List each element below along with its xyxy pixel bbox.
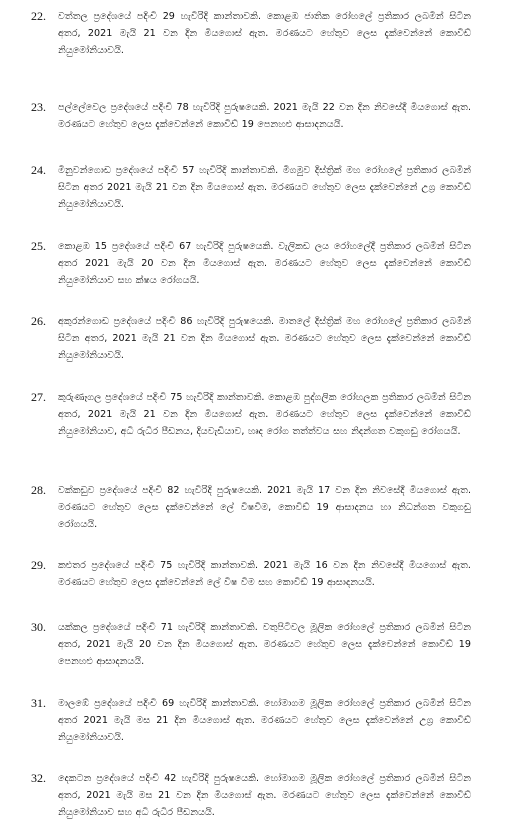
item-text: කළුතර ප්‍රදේශයේ පදිංචි 75 හැවිරිදි කාන්තාවකි. 2021 මැයි 16 වන දින නිවසේදී මියගොස් ඇත. මරණයට හේතුව ලෙස දැක්වෙන්නේ ලේ විෂ වීම සහ කොවිඩ් 19 ආසාදනයයි.	[58, 560, 471, 588]
item-text: දෙකටන ප්‍රදේශයේ පදිංචි 42 හැවිරිදි පුරුෂයෙකි. හෝමාගම මූලික රෝහලේ ප්‍රතිකාර ලබමින් සිටින අතර, 2021 මැයි මස 21 වන දින මියගොස් ඇත. මරණයට හේතුව ලෙස දැක්වෙන්නේ කොවිඩ් නියුමෝනියාව සහ අධි රුධිර පීඩනයයි.	[58, 773, 471, 818]
list-item	[31, 695, 471, 746]
item-number: 23.	[31, 100, 46, 114]
list-item	[31, 389, 471, 440]
list-item	[31, 238, 471, 289]
item-number: 27.	[31, 390, 46, 404]
item-number: 22.	[31, 9, 46, 23]
item-number: 30.	[31, 620, 46, 634]
list-item	[31, 770, 471, 818]
list-item	[31, 313, 471, 364]
item-number: 28.	[31, 483, 46, 497]
item-text: කොළඹ 15 ප්‍රදේශයේ පදිංචි 67 හැවිරිදි පුරුෂයෙකි. වැලිකඩ ලය රෝහලේදී ප්‍රතිකාර ලබමින් සිටින අතර 2021 මැයි 20 වන දින මියගොස් ඇත. මරණයට හේතුව ලෙස දැක්වෙන්නේ කොවිඩ් නියුමෝනියාව සහ ක්ෂය රෝගයයි.	[58, 241, 471, 286]
item-text: අකුරන්ගොඩ ප්‍රදේශයේ පදිංචි 86 හැවිරිදි පුරුෂයෙකි. මාතලේ දිස්ත්‍රික් මහ රෝහලේ ප්‍රතිකාර ලබමින් සිටින අතර, 2021 මැයි 21 වන දින මියගොස් ඇත. මරණයට හේතුව ලෙස දැක්වෙන්නේ කොවිඩ් නියුමෝනියාවයි.	[58, 316, 471, 361]
item-number: 25.	[31, 239, 46, 253]
item-text: වත්තල ප්‍රදේශයේ පදිංචි 29 හැවිරිදි කාන්තාවකි. කොළඹ ජාතික රෝහලේ ප්‍රතිකාර ලබමින් සිටින අතර, 2021 මැයි 21 වන දින මියගොස් ඇත. මරණයට හේතුව ලෙස දැක්වෙන්නේ කොවිඩ් නියුමෝනියාවයි.	[58, 11, 471, 56]
item-number: 29.	[31, 558, 46, 572]
list-item	[31, 482, 471, 533]
list-item	[31, 162, 471, 213]
item-text: මිනුවන්ගොඩ ප්‍රදේශයේ පදිංචි 57 හැවිරිදි කාන්තාවකි. මීගමුව දිස්ත්‍රික් මහ රෝහලේ ප්‍රතිකාර ලබමින් සිටින අතර 2021 මැයි 21 වන දින මියගොස් ඇත. මරණයට හේතුව ලෙස දැක්වෙන්නේ උග්‍ර කොවිඩ් නියුමෝනියාවයි.	[58, 165, 471, 210]
item-number: 31.	[31, 696, 46, 710]
item-number: 24.	[31, 163, 46, 177]
item-text: පල්ලේවෙල ප්‍රදේශයේ පදිංචි 78 හැවිරිදි පුරුෂයෙකි. 2021 මැයි 22 වන දින නිවසේදී මියගොස් ඇත. මරණයට හේතුව ලෙස දැක්වෙන්නේ කොවිඩ් 19 පෙනහළු ආසාදනයයි.	[58, 102, 471, 130]
list-item	[31, 8, 471, 59]
item-number: 32.	[31, 771, 46, 785]
item-number: 26.	[31, 314, 46, 328]
list-item	[31, 557, 471, 591]
item-text: වක්කඩුව ප්‍රදේශයේ පදිංචි 82 හැවිරිදි පුරුෂයෙකි. 2021 මැයි 17 වන දින නිවසේදී මියගොස් ඇත. මරණයට හේතුව ලෙස දැක්වෙන්නේ ලේ විෂවීම, කොවිඩ් 19 ආසාදනය හා නිධන්ගත වකුගඩු රෝගයයි.	[58, 485, 471, 530]
list-item	[31, 99, 471, 133]
item-text: කුරුණෑගල ප්‍රදේශයේ පදිංචි 75 හැවිරිදි කාන්තාවකි. කොළඹ පුද්ගලික රෝහලක ප්‍රතිකාර ලබමින් සිටින අතර, 2021 මැයි 21 වන දින මියගොස් ඇත. මරණයට හේතුව ලෙස දැක්වෙන්නේ කොවිඩ් නියුමෝනියාව, අධි රුධිර පීඩනය, දියවැඩියාව, හෘද රෝග තත්ත්වය සහ නිදන්ගත වකුගඩු රෝගයයි.	[58, 392, 471, 437]
item-text: මාලඹේ ප්‍රදේශයේ පදිංචි 69 හැවිරිදි කාන්තාවකි. හෝමාගම මූලික රෝහලේ ප්‍රතිකාර ලබමින් සිටින අතර 2021 මැයි මස 21 දින මියගොස් ඇත. මරණයට හේතුව ලෙස දැක්වෙන්නේ උග්‍ර කොවිඩ් නියුමෝනියාවයි.	[58, 698, 471, 743]
item-text: යක්කල ප්‍රදේශයේ පදිංචි 71 හැවිරිදි කාන්තාවකි. වතුපිටිවල මූලික රෝහලේ ප්‍රතිකාර ලබමින් සිටින අතර, 2021 මැයි 20 වන දින මියගොස් ඇත. මරණයට හේතුව ලෙස දැක්වෙන්නේ කොවිඩ් 19 පෙනහළු ආසාදනයයි.	[58, 622, 471, 667]
list-item	[31, 619, 471, 670]
